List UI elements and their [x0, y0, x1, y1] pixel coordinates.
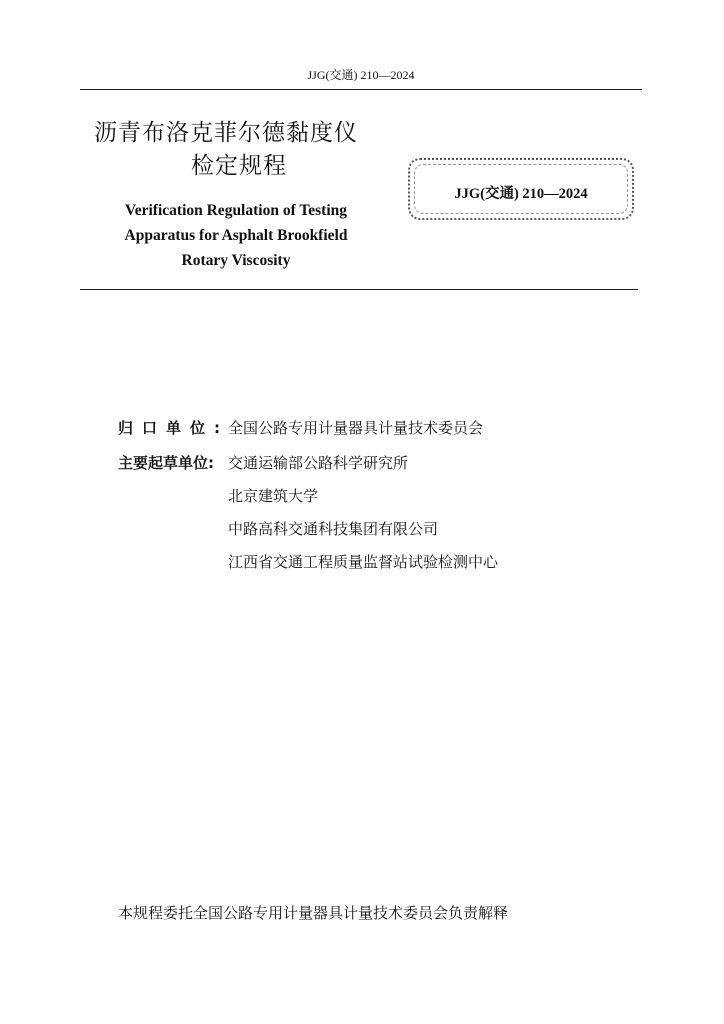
- interpretation-note: 本规程委托全国公路专用计量器具计量技术委员会负责解释: [118, 904, 509, 922]
- title-divider: [80, 289, 638, 290]
- drafting-unit-row: [118, 452, 408, 473]
- centralized-unit-value: 全国公路专用计量器具计量技术委员会: [228, 419, 484, 437]
- header-rule: [80, 89, 642, 90]
- drafting-unit-4: 江西省交通工程质量监督站试验检测中心: [228, 553, 499, 571]
- drafting-unit-2: 北京建筑大学: [228, 487, 319, 505]
- chinese-title-line-2: 检定规程: [191, 153, 287, 179]
- standard-code-frame: [408, 158, 634, 220]
- running-head: JJG(交通) 210—2024: [307, 68, 415, 82]
- english-title-line-1: Verification Regulation of Testing: [124, 202, 348, 219]
- english-title: [100, 198, 372, 273]
- centralized-unit-row: [118, 417, 483, 438]
- centralized-unit-label: 归口单位:: [118, 419, 229, 437]
- drafting-unit-label: 主要起草单位:: [118, 454, 214, 472]
- drafting-unit-3: 中路高科交通科技集团有限公司: [228, 520, 439, 538]
- chinese-title-line-1: 沥青布洛克菲尔德黏度仪: [94, 120, 358, 146]
- standard-code: JJG(交通) 210—2024: [454, 186, 588, 202]
- drafting-unit-1: 交通运输部公路科学研究所: [228, 454, 409, 472]
- english-title-line-3: Rotary Viscosity: [181, 252, 291, 269]
- english-title-line-2: Apparatus for Asphalt Brookfield: [124, 227, 348, 244]
